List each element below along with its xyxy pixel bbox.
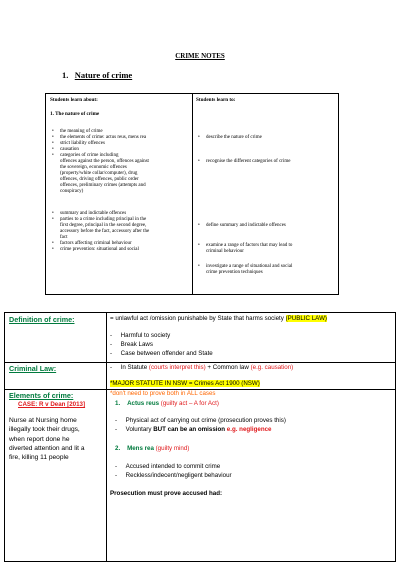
actus-point: - Voluntary BUT can be an omission e.g. negligence xyxy=(115,426,272,433)
criminal-law-text: - In Statute (courts interpret this) + Common law (e.g. causation) xyxy=(110,364,294,371)
learn-to-item: • describe the nature of crime xyxy=(196,135,262,141)
syllabus-table xyxy=(45,93,339,295)
row-border xyxy=(4,362,396,363)
notes-table xyxy=(4,312,396,562)
learn-to-header: Students learn to: xyxy=(196,97,236,103)
column-border xyxy=(4,312,5,562)
learn-to-item: criminal behaviour xyxy=(206,249,244,254)
case-label: CASE: R v Dean [2013] xyxy=(18,401,86,408)
learn-about-item: • crime prevention: situational and social xyxy=(50,247,139,253)
learn-about-item: • categories of crime including xyxy=(50,153,118,159)
learn-to-item: • define summary and indictable offences xyxy=(196,223,286,229)
major-statute: *MAJOR STATUTE IN NSW = Crimes Act 1900 (NSW) xyxy=(110,380,260,387)
elements-note: *don't need to prove both in ALL cases xyxy=(110,390,216,397)
definition-point: - Break Laws xyxy=(110,341,153,348)
learn-about-item: conspiracy) xyxy=(60,189,84,194)
learn-about-item: first degree, principal in the second degree, xyxy=(60,223,147,228)
mens-point: - Accused intended to commit crime xyxy=(115,463,221,470)
definition-text: = unlawful act /omission punishable by State that harms society (PUBLIC LAW) xyxy=(110,315,327,322)
learn-about-item: offences, driving offences, public order xyxy=(60,177,139,182)
syllabus-subheading: 1. The nature of crime xyxy=(50,111,100,117)
section-heading xyxy=(62,70,132,80)
column-divider xyxy=(192,94,193,294)
learn-to-item: • examine a range of factors that may lead to xyxy=(196,243,292,249)
public-law-tag: (PUBLIC LAW) xyxy=(285,315,327,322)
learn-about-item: • causation xyxy=(50,147,79,153)
prosecution-note: Prosecution must prove accused had: xyxy=(110,490,223,497)
definition-point: - Harmful to society xyxy=(110,332,171,339)
mens-point: - Reckless/indecent/negligent behaviour xyxy=(115,472,232,479)
learn-about-item: offences against the person, offences against xyxy=(60,159,149,164)
definition-label: Definition of crime: xyxy=(9,315,75,324)
learn-to-item: • investigate a range of situational and social xyxy=(196,264,292,270)
doc-title: CRIME NOTES xyxy=(175,52,225,60)
learn-about-item: • factors affecting criminal behaviour xyxy=(50,241,132,247)
learn-about-item: offences, preliminary crimes (attempts and xyxy=(60,183,146,188)
column-border xyxy=(395,312,396,562)
learn-about-item: (property/white collar/computer), drug xyxy=(60,171,138,176)
column-border xyxy=(106,312,107,562)
learn-about-item: the sovereign, economic offences xyxy=(60,165,127,170)
learn-about-item: • the elements of crime: actus reus, mens rea xyxy=(50,135,146,141)
learn-to-item: crime prevention techniques xyxy=(206,270,263,275)
actus-point: - Physical act of carrying out crime (prosecution proves this) xyxy=(115,417,286,424)
learn-about-header: Students learn about: xyxy=(50,97,98,103)
section-title: Nature of crime xyxy=(74,70,133,80)
case-description: Nurse at Nursing home illegally took their drugs, when report done he diverted attention and lit a fire, killing 11 people xyxy=(9,417,85,462)
actus-reus-heading: 1. Actus reus (guilty act – A for Act) xyxy=(115,400,219,407)
definition-point: - Case between offender and State xyxy=(110,350,213,357)
learn-to-item: • recognise the different categories of crime xyxy=(196,159,290,165)
criminal-law-label: Criminal Law: xyxy=(9,364,57,373)
learn-about-item: • summary and indictable offences xyxy=(50,211,126,217)
learn-about-item: • parties to a crime including principal in the xyxy=(50,217,146,223)
learn-about-item: • the meaning of crime xyxy=(50,129,103,135)
row-border xyxy=(4,561,396,562)
learn-about-item: • strict liability offences xyxy=(50,141,105,147)
learn-about-item: fact xyxy=(60,235,68,240)
elements-label: Elements of crime: xyxy=(9,391,74,400)
section-number: 1. xyxy=(62,70,69,80)
learn-about-item: accessory before the fact, accessory after the xyxy=(60,229,150,234)
mens-rea-heading: 2. Mens rea (guilty mind) xyxy=(115,445,190,452)
row-border xyxy=(4,312,396,313)
